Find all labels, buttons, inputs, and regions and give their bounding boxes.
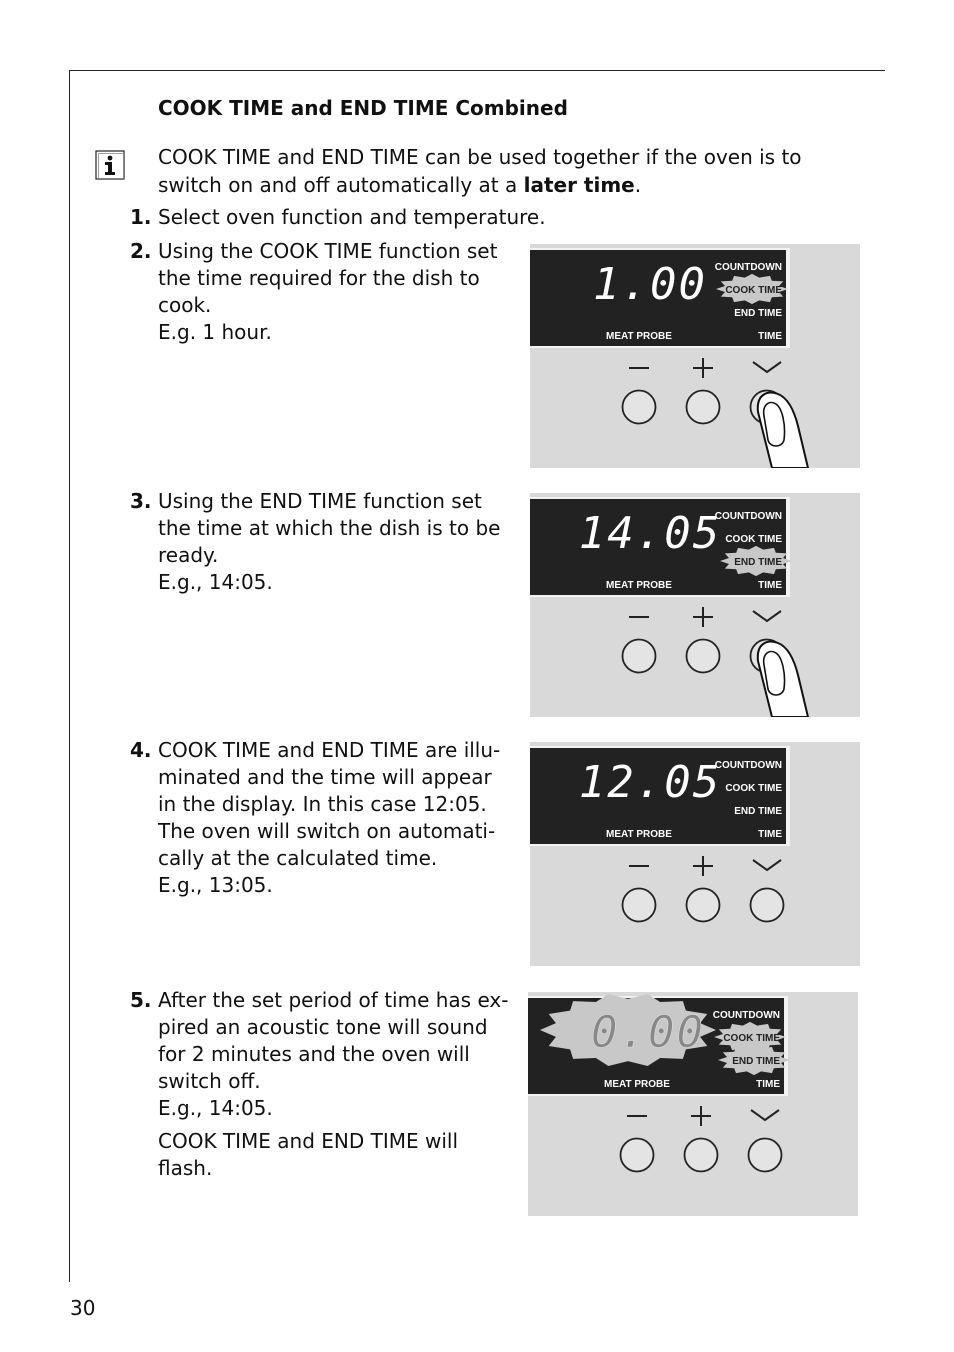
label-end-time: END TIME [734,557,782,568]
control-panel-svg [530,742,860,966]
label-meat-probe: MEAT PROBE [606,829,672,840]
select-button[interactable] [751,889,784,922]
oven-panel-3 [530,742,860,966]
control-panel-svg [530,493,860,717]
label-meat-probe: MEAT PROBE [604,1079,670,1090]
label-time: TIME [758,829,782,840]
label-cook-time: COOK TIME [725,534,782,545]
intro-paragraph: COOK TIME and END TIME can be used together if the oven is to switch on and off automatically at a later time. [158,145,802,197]
intro-bold: later time [523,173,635,197]
label-meat-probe: MEAT PROBE [606,580,672,591]
label-cook-time: COOK TIME [725,285,782,296]
step-5: 5. After the set period of time has ex-pired an acoustic tone will sound for 2 minutes and the oven will switch off. E.g., 14:05. COOK TIME and END TIME will flash. [130,988,509,1180]
step-2: 2. Using the COOK TIME function set the time required for the dish to cook. E.g. 1 hour. [130,239,498,344]
control-panel-svg [528,992,858,1216]
control-panel-svg [530,244,860,468]
plus-button[interactable] [687,889,720,922]
left-rule [69,70,70,1282]
label-cook-time: COOK TIME [723,1033,780,1044]
label-end-time: END TIME [734,308,782,319]
label-end-time: END TIME [732,1056,780,1067]
label-meat-probe: MEAT PROBE [606,331,672,342]
label-cook-time: COOK TIME [725,783,782,794]
minus-button[interactable] [623,391,656,424]
page-number: 30 [70,1296,96,1320]
label-countdown: COUNTDOWN [714,511,782,522]
minus-button[interactable] [623,640,656,673]
oven-panel-1 [530,244,860,468]
info-icon [95,150,125,180]
plus-button[interactable] [687,391,720,424]
plus-button[interactable] [687,640,720,673]
label-time: TIME [758,331,782,342]
oven-panel-2 [530,493,860,717]
oven-panel-4 [528,992,858,1216]
step-1: 1. Select oven function and temperature. [130,205,546,229]
step-4: 4. COOK TIME and END TIME are illu-minated and the time will appear in the display. In this case 12:05. The oven will switch on automati-cally at the calculated time. E.g., 13:05. [130,738,501,897]
digit-display: 0.00 [591,1007,705,1058]
label-countdown: COUNTDOWN [714,760,782,771]
select-button[interactable] [749,1139,782,1172]
label-time: TIME [756,1079,780,1090]
top-rule [69,70,885,71]
digit-display: 14.05 [578,508,722,559]
label-countdown: COUNTDOWN [714,262,782,273]
label-time: TIME [758,580,782,591]
section-heading: COOK TIME and END TIME Combined [158,96,568,120]
label-countdown: COUNTDOWN [712,1010,780,1021]
step-3: 3. Using the END TIME function set the time at which the dish is to be ready. E.g., 14:05. [130,489,501,594]
label-end-time: END TIME [734,806,782,817]
digit-display: 12.05 [578,757,722,808]
plus-button[interactable] [685,1139,718,1172]
minus-button[interactable] [623,889,656,922]
digit-display: 1.00 [593,259,707,310]
minus-button[interactable] [621,1139,654,1172]
